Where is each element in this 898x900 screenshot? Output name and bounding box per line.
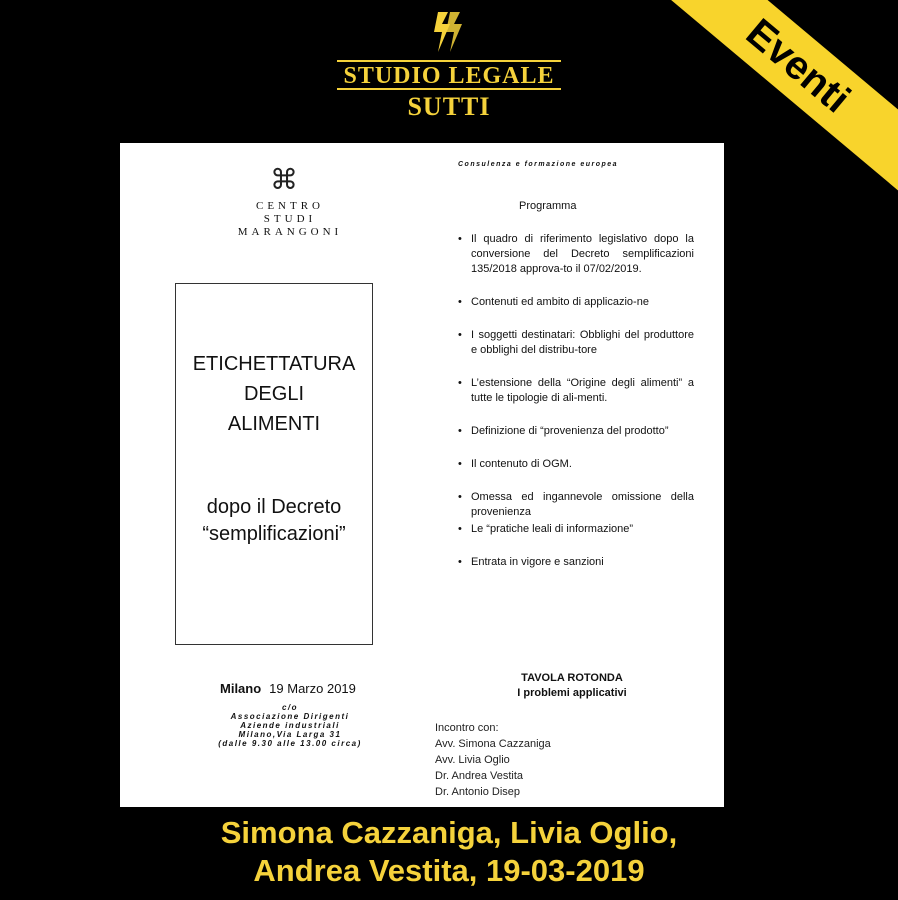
title-line: DEGLI <box>243 383 305 405</box>
event-date-text: 19 Marzo 2019 <box>269 681 356 696</box>
subtitle-line: dopo il Decreto <box>206 496 342 518</box>
org-line: CENTRO <box>256 200 324 212</box>
program-item: • I soggetti destinatari: Obblighi del produttore e obblighi del distribu-tore <box>458 328 694 358</box>
program-item: • Omessa ed ingannevole omissione della provenienza <box>458 490 694 520</box>
program-item: • Entrata in vigore e sanzioni <box>458 555 694 570</box>
program-item: • Contenuti ed ambito di applicazio-ne <box>458 295 694 310</box>
logo-name: STUDIO LEGALE <box>337 60 560 90</box>
venue-line: c/o <box>281 703 299 712</box>
speaker: Avv. Livia Oglio <box>435 754 510 766</box>
org-name <box>215 200 365 239</box>
venue-line: Milano,Via Larga 31 <box>238 730 342 739</box>
flyer-title <box>176 349 372 439</box>
flyer-right-panel <box>420 143 724 807</box>
caption-line: Andrea Vestita, 19-03-2019 <box>253 853 645 888</box>
event-caption <box>0 814 898 890</box>
command-icon: ⌘ <box>270 164 298 195</box>
org-line: STUDI <box>263 213 317 225</box>
program-item: • Le “pratiche leali di informazione” <box>458 522 694 537</box>
round-title: TAVOLA ROTONDA <box>521 672 623 684</box>
lightning-logo-icon <box>424 10 474 54</box>
title-line: ETICHETTATURA <box>192 353 356 375</box>
flyer-left-panel <box>120 143 420 807</box>
event-date <box>220 681 356 696</box>
speakers <box>435 720 551 800</box>
event-venue <box>190 703 390 748</box>
program-title: Programma <box>519 200 577 212</box>
title-box <box>175 283 373 645</box>
program-item: • Il contenuto di OGM. <box>458 457 694 472</box>
ribbon-label: Eventi <box>738 10 859 122</box>
speaker: Dr. Antonio Disep <box>435 786 520 798</box>
program-list <box>458 232 694 570</box>
subtitle-line: “semplificazioni” <box>202 523 346 545</box>
title-line: ALIMENTI <box>227 413 321 435</box>
caption-line: Simona Cazzaniga, Livia Oglio, <box>220 815 678 850</box>
round-subtitle: I problemi applicativi <box>517 687 627 699</box>
program-item: • L’estensione della “Origine degli alimenti” a tutte le tipologie di ali-menti. <box>458 376 694 406</box>
venue-line: Aziende industriali <box>240 721 340 730</box>
program-item: • Il quadro di riferimento legislativo dopo la conversione del Decreto semplificazioni 135/2018 approva-to il 07/02/2019. <box>458 232 694 277</box>
round-table <box>497 671 647 701</box>
event-flyer <box>120 143 724 807</box>
venue-line: (dalle 9.30 alle 13.00 circa) <box>218 739 362 748</box>
speaker: Avv. Simona Cazzaniga <box>435 738 551 750</box>
tagline: Consulenza e formazione europea <box>458 161 619 168</box>
event-city: Milano <box>220 681 262 696</box>
flyer-subtitle <box>176 494 372 548</box>
program-item: • Definizione di “provenienza del prodotto” <box>458 424 694 439</box>
venue-line: Associazione Dirigenti <box>230 712 350 721</box>
meet-intro: Incontro con: <box>435 722 499 734</box>
logo-sub: SUTTI <box>407 92 491 121</box>
org-line: MARANGONI <box>237 226 343 238</box>
speaker: Dr. Andrea Vestita <box>435 770 524 782</box>
